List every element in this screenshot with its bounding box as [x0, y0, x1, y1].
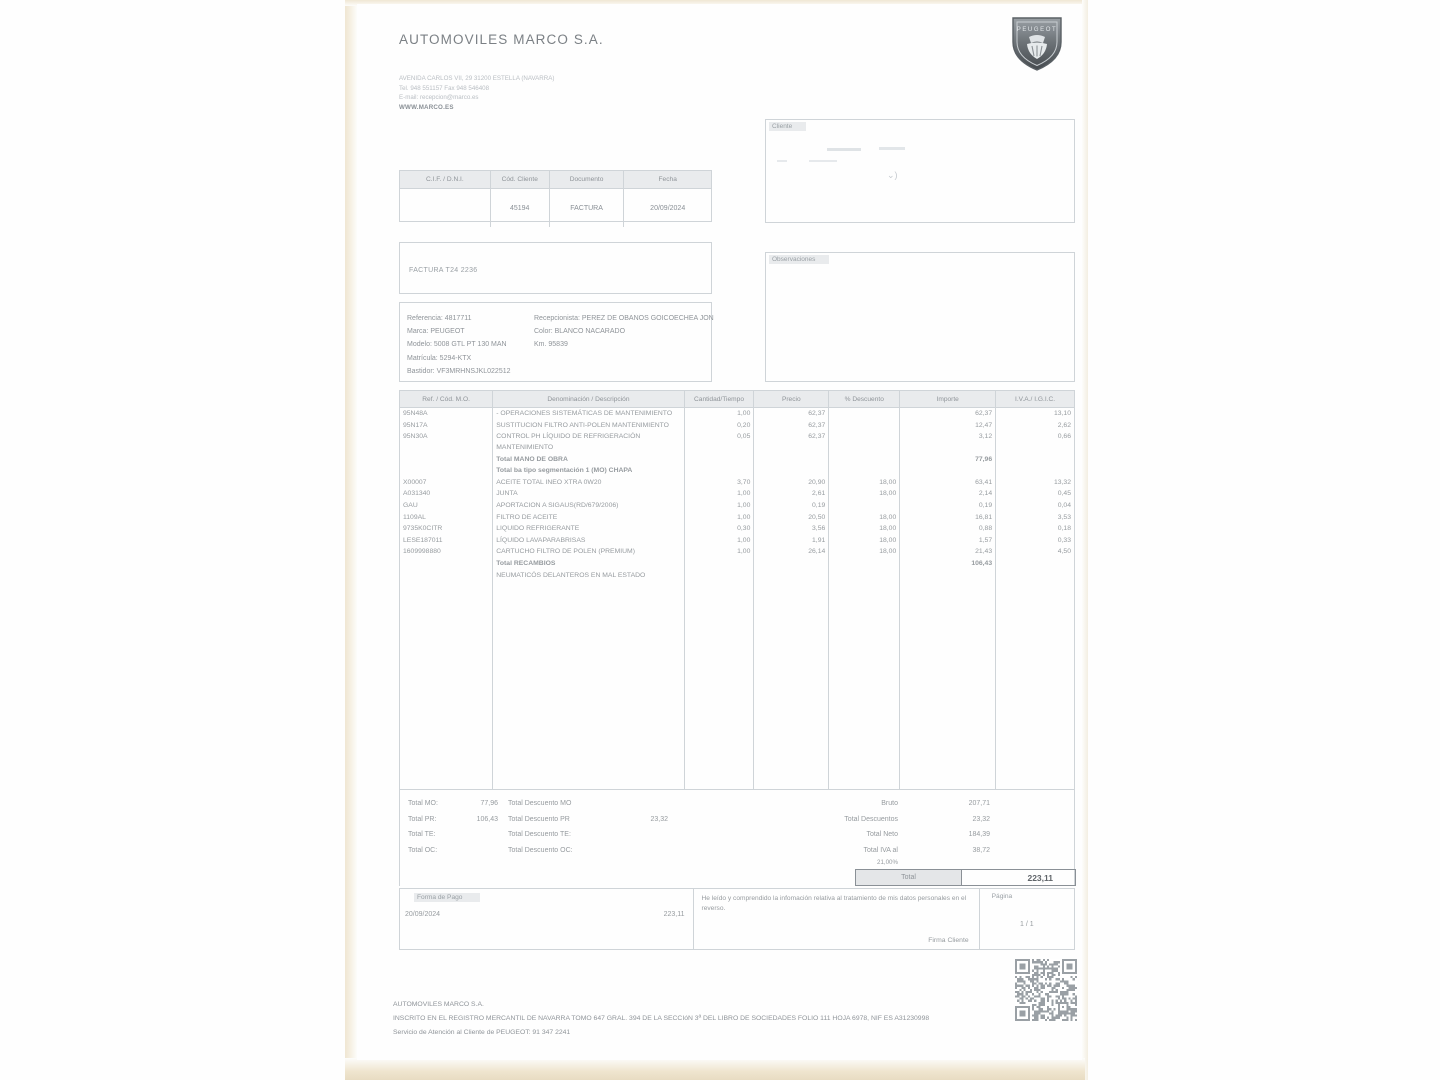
cell-precio: 2,61 [754, 488, 829, 500]
cell-iva: 0,66 [1057, 433, 1071, 441]
cell-importe: 0,88 [900, 523, 996, 535]
totals-left-row [408, 812, 668, 828]
payment-footer [399, 888, 1075, 950]
cell-cantidad: 1,00 [684, 546, 754, 558]
cell-importe: 3,12 [900, 431, 996, 453]
totals-left-column [408, 796, 668, 858]
cell-cantidad: 3,70 [684, 477, 754, 489]
table-row-empty [400, 697, 1074, 709]
totals-left-discount-label: Total Descuento OC: [508, 846, 573, 854]
cell-iva [996, 465, 1074, 477]
totals-left-value: 106,43 [476, 815, 498, 823]
table-row-empty [400, 593, 1074, 605]
totals-left-label: Total OC: [408, 846, 438, 854]
totals-right-value: 207,71 [968, 800, 990, 807]
cell-denominacion: FILTRO DE ACEITE [493, 512, 684, 524]
cell-ref [400, 570, 493, 582]
table-row [400, 488, 1074, 500]
cell-cantidad [684, 570, 754, 582]
vehicle-line-right-1: Color: BLANCO NACARADO [534, 328, 626, 336]
cell-descuento: 18,00 [829, 488, 900, 500]
cell-ref: GAU [400, 500, 493, 512]
cell-descuento [829, 408, 900, 420]
table-row-empty [400, 709, 1074, 721]
meta-header-fecha: Fecha [624, 171, 711, 189]
cell-ref [400, 454, 493, 466]
scan-edge-left [345, 0, 357, 1080]
cell-importe [900, 570, 996, 582]
totals-left-row [408, 796, 668, 812]
table-row [400, 420, 1074, 432]
cell-precio: 62,37 [754, 420, 829, 432]
line-items-header-row [400, 391, 1074, 408]
cell-precio: 3,56 [754, 523, 829, 535]
cell-iva: 2,62 [1057, 421, 1071, 429]
totals-right-row [696, 812, 996, 828]
cell-descuento [829, 500, 900, 512]
table-row [400, 523, 1074, 535]
vehicle-line-right-0: Recepcionista: PEREZ DE OBANOS GOICOECHEA JON [534, 315, 714, 322]
cell-descuento: 18,00 [829, 512, 900, 524]
invoice-number: FACTURA T24 2236 [409, 267, 478, 274]
table-row-empty [400, 732, 1074, 744]
totals-right-row [696, 827, 996, 843]
table-row [400, 454, 1074, 466]
grand-total-label: Total [856, 870, 962, 885]
cell-denominacion: ACEITE TOTAL INEO XTRA 0W20 [493, 477, 684, 489]
vehicle-line-left-4: Bastidor: VF3MRHNSJKL022512 [407, 367, 511, 375]
payment-date: 20/09/2024 [405, 911, 441, 918]
cell-iva: 0,18 [1057, 525, 1071, 533]
cell-denominacion: CARTUCHO FILTRO DE POLEN (PREMIUM) [493, 546, 684, 558]
totals-left-label: Total PR: [408, 815, 437, 823]
svg-text:PEUGEOT: PEUGEOT [1016, 27, 1058, 33]
scan-edge-bottom [345, 1058, 1085, 1080]
grand-total-box [855, 869, 1076, 886]
table-row [400, 570, 1074, 582]
bottom-legal-registry: INSCRITO EN EL REGISTRO MERCANTIL DE NAVARRA TOMO 647 GRAL. 394 DE LA SECCIóN 3ª DEL LIBRO DE SOCIEDADES FOLIO 111 HOJA 6978, NIF ES A31230998 [393, 1015, 930, 1023]
cell-iva: 0,33 [1057, 536, 1071, 544]
cell-importe [900, 465, 996, 477]
line-items-body [400, 408, 1074, 790]
table-row [400, 535, 1074, 547]
table-row-empty [400, 616, 1074, 628]
cell-descuento: 18,00 [829, 546, 900, 558]
cell-cantidad: 0,30 [684, 523, 754, 535]
totals-right-label: Total Neto [866, 831, 898, 838]
cell-cantidad [684, 454, 754, 466]
cell-descuento [829, 570, 900, 582]
table-row [400, 477, 1074, 489]
meta-header-cif: C.I.F. / D.N.I. [400, 171, 490, 189]
totals-right-column [696, 796, 996, 866]
line-items-header-6: I.V.A./ I.G.I.C. [996, 391, 1074, 408]
table-row-empty [400, 755, 1074, 767]
totals-left-label: Total MO: [408, 800, 438, 807]
cell-ref: LESE187011 [400, 535, 493, 547]
cell-descuento [829, 465, 900, 477]
observations-box [765, 252, 1075, 382]
cell-iva [996, 454, 1074, 466]
totals-left-row [408, 827, 668, 843]
qr-code [1015, 959, 1077, 1021]
table-row-empty [400, 581, 1074, 593]
cell-cantidad: 1,00 [684, 408, 754, 420]
scan-edge-right [1082, 0, 1088, 1080]
grand-total-value: 223,11 [1027, 872, 1053, 883]
cell-precio: 1,91 [754, 535, 829, 547]
cell-denominacion: Total ba tipo segmentación 1 (MO) CHAPA [493, 465, 684, 477]
cell-denominacion: CONTROL PH LÍQUIDO DE REFRIGERACIÓN MANTENIMIENTO [493, 431, 684, 453]
cell-precio: 26,14 [754, 546, 829, 558]
table-row-empty [400, 651, 1074, 663]
client-box-label: Cliente [769, 122, 806, 131]
meta-value-documento: FACTURA [549, 189, 624, 228]
cell-ref: 9735K0CITR [400, 523, 493, 535]
table-row-empty [400, 767, 1074, 779]
cell-cantidad: 0,20 [684, 420, 754, 432]
table-row-empty [400, 743, 1074, 755]
bottom-legal-company: AUTOMOVILES MARCO S.A. [393, 1001, 484, 1008]
vehicle-line-left-3: Matrícula: 5294-KTX [407, 354, 472, 362]
cell-ref: 1109AL [400, 512, 493, 524]
bottom-legal-service: Servicio de Atención al Cliente de PEUGEOT: 91 347 2241 [393, 1029, 571, 1037]
company-name: AUTOMOVILES MARCO S.A. [399, 32, 604, 47]
company-address-block [399, 74, 554, 112]
cell-ref: X00007 [400, 477, 493, 489]
cell-cantidad: 0,05 [684, 431, 754, 453]
cell-cantidad: 1,00 [684, 535, 754, 547]
cell-importe: 2,14 [900, 488, 996, 500]
cell-ref: 95N48A [400, 408, 493, 420]
cell-iva: 0,45 [1057, 490, 1071, 498]
line-items-header-3: Precio [754, 391, 829, 408]
company-email: E-mail: recepcion@marco.es [399, 94, 479, 101]
cell-iva: 13,10 [1053, 410, 1071, 417]
company-phone: Tel. 948 551157 Fax 948 546408 [399, 84, 490, 92]
table-row [400, 431, 1074, 453]
totals-left-row [408, 843, 668, 859]
cell-ref: 95N30A [400, 431, 493, 453]
cell-denominacion: LÍQUIDO LAVAPARABRISAS [493, 535, 684, 547]
cell-precio [754, 570, 829, 582]
vehicle-details-right [534, 312, 714, 352]
bottom-legal-block [393, 1000, 929, 1039]
observations-box-label: Observaciones [769, 255, 829, 264]
cell-precio: 0,19 [754, 500, 829, 512]
cell-importe: 0,19 [900, 500, 996, 512]
company-website: WWW.MARCO.ES [399, 103, 454, 111]
table-row-empty [400, 674, 1074, 686]
totals-left-discount-label: Total Descuento MO [508, 800, 572, 807]
client-redacted-content: ⌄) [787, 144, 967, 180]
totals-left-label: Total TE: [408, 831, 436, 838]
table-row-empty [400, 778, 1074, 790]
line-items-header-1: Denominación / Descripción [493, 391, 684, 408]
cell-iva: 0,04 [1057, 501, 1071, 509]
cell-importe: 12,47 [900, 420, 996, 432]
cell-importe: 63,41 [900, 477, 996, 489]
meta-value-codcliente: 45194 [490, 189, 549, 228]
cell-denominacion: LIQUIDO REFRIGERANTE [493, 523, 684, 535]
cell-iva: 4,50 [1057, 548, 1071, 556]
cell-descuento [829, 431, 900, 453]
cell-precio: 20,90 [754, 477, 829, 489]
totals-right-value: 38,72 [972, 846, 990, 854]
cell-cantidad: 1,00 [684, 488, 754, 500]
table-row [400, 512, 1074, 524]
cell-precio: 20,50 [754, 512, 829, 524]
line-items-header-2: Cantidad/Tiempo [684, 391, 754, 408]
cell-importe: 62,37 [900, 408, 996, 420]
vehicle-line-left-1: Marca: PEUGEOT [407, 328, 465, 336]
cell-denominacion: Total RECAMBIOS [493, 558, 684, 570]
peugeot-shield-logo [1005, 12, 1069, 74]
cell-ref [400, 558, 493, 570]
table-row [400, 500, 1074, 512]
line-items-header-0: Ref. / Cód. M.O. [400, 391, 493, 408]
vehicle-details-left [407, 312, 511, 378]
line-items-header-5: Importe [900, 391, 996, 408]
vehicle-line-left-2: Modelo: 5008 GTL PT 130 MAN [407, 341, 507, 349]
payment-method-column [400, 889, 694, 949]
totals-right-label: Total IVA al 21,00% [863, 843, 898, 871]
signature-label: Firma Cliente [928, 937, 969, 944]
cell-denominacion: JUNTA [493, 488, 684, 500]
cell-cantidad [684, 558, 754, 570]
cell-ref [400, 465, 493, 477]
vehicle-line-left-0: Referencia: 4817711 [407, 315, 472, 322]
meta-header-codcliente: Cód. Cliente [490, 171, 549, 189]
cell-importe: 16,81 [900, 512, 996, 524]
vehicle-line-right-2: Km. 95839 [534, 341, 568, 349]
table-row-empty [400, 662, 1074, 674]
cell-descuento [829, 558, 900, 570]
cell-cantidad [684, 465, 754, 477]
cell-importe: 106,43 [900, 558, 996, 570]
cell-descuento: 18,00 [829, 477, 900, 489]
cell-denominacion: SUSTITUCION FILTRO ANTI-POLEN MANTENIMIENTO [493, 420, 684, 432]
cell-iva [996, 570, 1074, 582]
table-row-empty [400, 685, 1074, 697]
cell-importe: 21,43 [900, 546, 996, 558]
consent-column [694, 889, 980, 949]
page-value: 1 / 1 [1020, 921, 1034, 928]
table-row-empty [400, 604, 1074, 616]
cell-denominacion: APORTACION A SIGAUS(RD/679/2006) [493, 500, 684, 512]
cell-precio [754, 454, 829, 466]
table-row [400, 408, 1074, 420]
cell-iva: 3,53 [1057, 513, 1071, 521]
totals-right-row [696, 796, 996, 812]
table-row-empty [400, 720, 1074, 732]
cell-ref: 1609998880 [400, 546, 493, 558]
totals-right-value: 184,39 [968, 831, 990, 838]
cell-ref: 95N17A [400, 420, 493, 432]
table-row [400, 465, 1074, 477]
totals-section [399, 790, 1075, 886]
cell-denominacion: - OPERACIONES SISTEMÁTICAS DE MANTENIMIENTO [493, 408, 684, 420]
totals-left-discount-label: Total Descuento TE: [508, 831, 571, 838]
page-column [980, 889, 1074, 949]
payment-amount: 223,11 [663, 911, 685, 918]
table-row [400, 546, 1074, 558]
cell-denominacion: Total MANO DE OBRA [493, 454, 684, 466]
cell-precio: 62,37 [754, 431, 829, 453]
cell-descuento: 18,00 [829, 535, 900, 547]
totals-right-value: 23,32 [972, 815, 990, 823]
cell-iva: 13,32 [1053, 478, 1071, 486]
totals-right-label: Bruto [881, 800, 898, 807]
page-label: Página [991, 893, 1013, 900]
line-items-table [399, 390, 1075, 790]
invoice-page [357, 4, 1082, 1060]
meta-value-fecha: 20/09/2024 [650, 204, 686, 212]
table-row-empty [400, 639, 1074, 651]
cell-cantidad: 1,00 [684, 512, 754, 524]
cell-importe: 1,57 [900, 535, 996, 547]
cell-iva [996, 558, 1074, 570]
cell-importe: 77,96 [900, 454, 996, 466]
totals-left-discount-label: Total Descuento PR [508, 815, 570, 823]
company-street: AVENIDA CARLOS VII, 29 31200 ESTELLA (NAVARRA) [399, 75, 555, 82]
totals-right-label: Total Descuentos [844, 815, 898, 823]
totals-right-row [696, 843, 996, 866]
cell-precio [754, 558, 829, 570]
meta-header-documento: Documento [549, 171, 624, 189]
payment-method-label: Forma de Pago [414, 893, 480, 902]
cell-precio: 62,37 [754, 408, 829, 420]
table-row-empty [400, 628, 1074, 640]
cell-denominacion: NEUMATICÓS DELANTEROS EN MAL ESTADO [493, 570, 684, 582]
totals-right-sublabel: 21,00% [877, 859, 898, 866]
line-items-header-4: % Descuento [829, 391, 900, 408]
cell-descuento [829, 454, 900, 466]
meta-value-cif [400, 189, 490, 228]
cell-descuento [829, 420, 900, 432]
cell-cantidad: 1,00 [684, 500, 754, 512]
table-row [400, 558, 1074, 570]
cell-descuento: 18,00 [829, 523, 900, 535]
cell-ref: A031340 [400, 488, 493, 500]
totals-left-value: 77,96 [480, 800, 498, 807]
document-meta-table [399, 170, 712, 222]
totals-left-discount-value: 23,32 [650, 815, 668, 823]
consent-text: He leído y comprendido la infomación relativa al tratamiento de mis datos personales en el reverso. [701, 895, 967, 912]
cell-precio [754, 465, 829, 477]
